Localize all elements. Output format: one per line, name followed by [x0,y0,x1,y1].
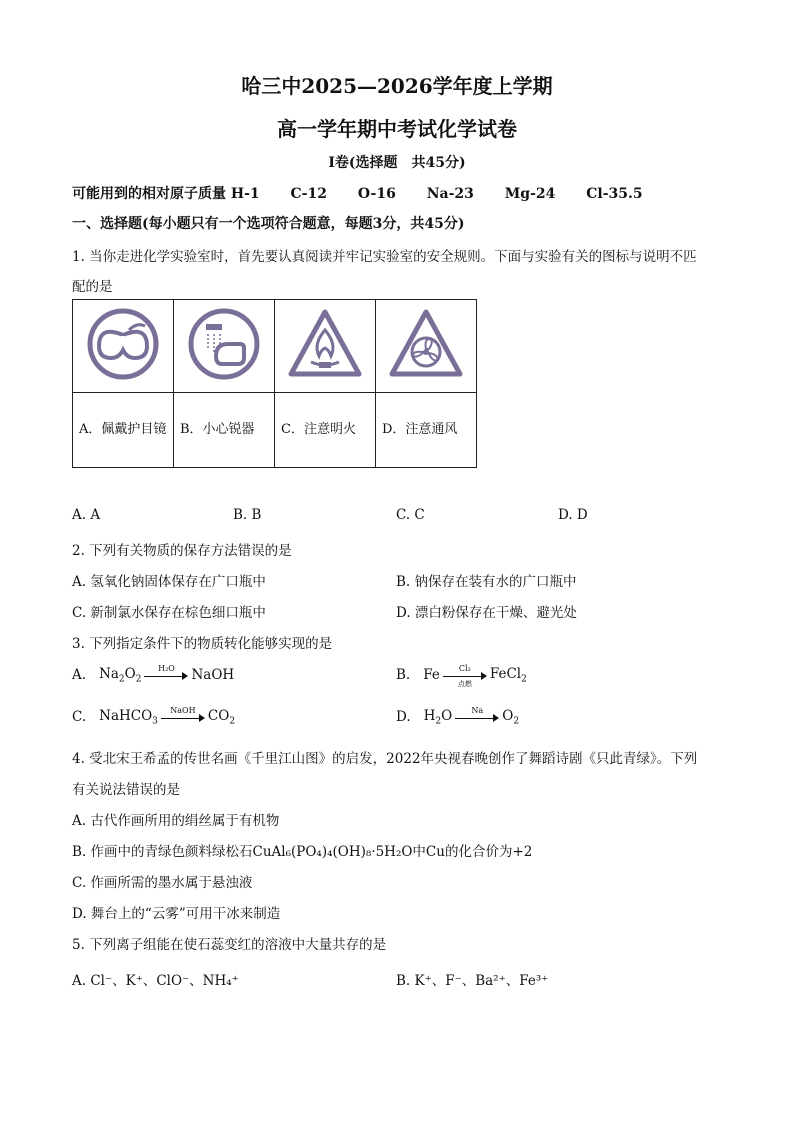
q2-option-d: D. 漂白粉保存在干燥、避光处 [396,605,577,621]
q1-option-a: A. A [72,507,101,523]
reaction-arrow-icon: NaOH [161,710,205,724]
reaction-arrow-icon: Cl₂ 点燃 [443,668,487,682]
q5-option-b: B. K⁺、F⁻、Ba²⁺、Fe³⁺ [396,973,549,989]
q1-label-a: A．佩戴护目镜 [73,393,174,468]
q4-stem-line2: 有关说法错误的是 [72,782,180,798]
sharp-object-icon [186,306,262,382]
mass-cl: Cl-35.5 [586,186,643,202]
q1-cell-icon-c [275,300,376,393]
exam-subtitle: 高一学年期中考试化学试卷 [277,117,517,141]
q4-option-a: A. 古代作画所用的绢丝属于有机物 [72,813,280,829]
q1-stem-line1: 1. 当你走进化学实验室时，首先要认真阅读并牢记实验室的安全规则。下面与实验有关的图标与说明不匹 [72,249,697,265]
q4-option-c: C. 作画所需的墨水属于悬浊液 [72,875,253,891]
q4-stem-line1: 4. 受北宋王希孟的传世名画《千里江山图》的启发，2022年央视春晚创作了舞蹈诗剧《只此青绿》。下列 [72,751,698,767]
atomic-mass-label: 可能用到的相对原子质量 [72,186,226,202]
q1-label-c: C．注意明火 [275,393,376,468]
q3-option-d: D. $H_2O$ Na $O_2$ [396,706,520,727]
mass-mg: Mg-24 [504,186,556,202]
q2-option-a: A. 氢氧化钠固体保存在广口瓶中 [72,574,266,590]
q3-option-a: A. $Na_2O_2$ H₂O NaOH [72,664,235,685]
q2-option-b: B. 钠保存在装有水的广口瓶中 [396,574,577,590]
atomic-mass-line [72,183,643,203]
goggles-icon [85,306,161,382]
mass-o: O-16 [357,186,396,202]
q1-option-d: D. D [558,507,588,523]
q5-option-a: A. Cl⁻、K⁺、ClO⁻、NH₄⁺ [72,973,239,989]
q1-cell-icon-a [73,300,174,393]
mass-na: Na-23 [426,186,474,202]
q1-label-d: D．注意通风 [376,393,477,468]
q3-stem: 3. 下列指定条件下的物质转化能够实现的是 [72,636,333,652]
q1-label-b: B．小心锐器 [174,393,275,468]
q3-option-c: C. NaHCO$_3$ NaOH $CO_2$ [72,706,236,727]
exam-school-title: 哈三中2025—2026学年度上学期 [241,74,553,98]
reaction-arrow-icon: Na [455,710,499,724]
exam-part-title: Ⅰ卷(选择题 共45分) [328,155,466,171]
open-flame-icon [287,306,363,382]
q2-option-c: C. 新制氯水保存在棕色细口瓶中 [72,605,266,621]
q2-stem: 2. 下列有关物质的保存方法错误的是 [72,543,292,559]
q4-option-d: D. 舞台上的“云雾”可用干冰来制造 [72,906,281,922]
q1-option-c: C. C [396,507,425,523]
q1-option-b: B. B [233,507,262,523]
mass-c: C-12 [290,186,327,202]
q3-option-b: B. Fe Cl₂ 点燃 FeCl$_2$ [396,664,527,689]
q1-cell-icon-b [174,300,275,393]
q4-option-b: B. 作画中的青绿色颜料绿松石CuAl₆(PO₄)₄(OH)₈·5H₂O中Cu的化合价为+2 [72,844,533,860]
q1-stem-line2: 配的是 [72,279,113,295]
reaction-arrow-icon: H₂O [144,668,188,682]
q1-cell-icon-d [376,300,477,393]
mass-h: H-1 [230,186,260,202]
q5-stem: 5. 下列离子组能在使石蕊变红的溶液中大量共存的是 [72,937,387,953]
ventilation-fan-icon [388,306,464,382]
q1-icon-table [72,299,477,468]
section-heading: 一、选择题(每小题只有一个选项符合题意，每题3分，共45分) [72,216,465,232]
